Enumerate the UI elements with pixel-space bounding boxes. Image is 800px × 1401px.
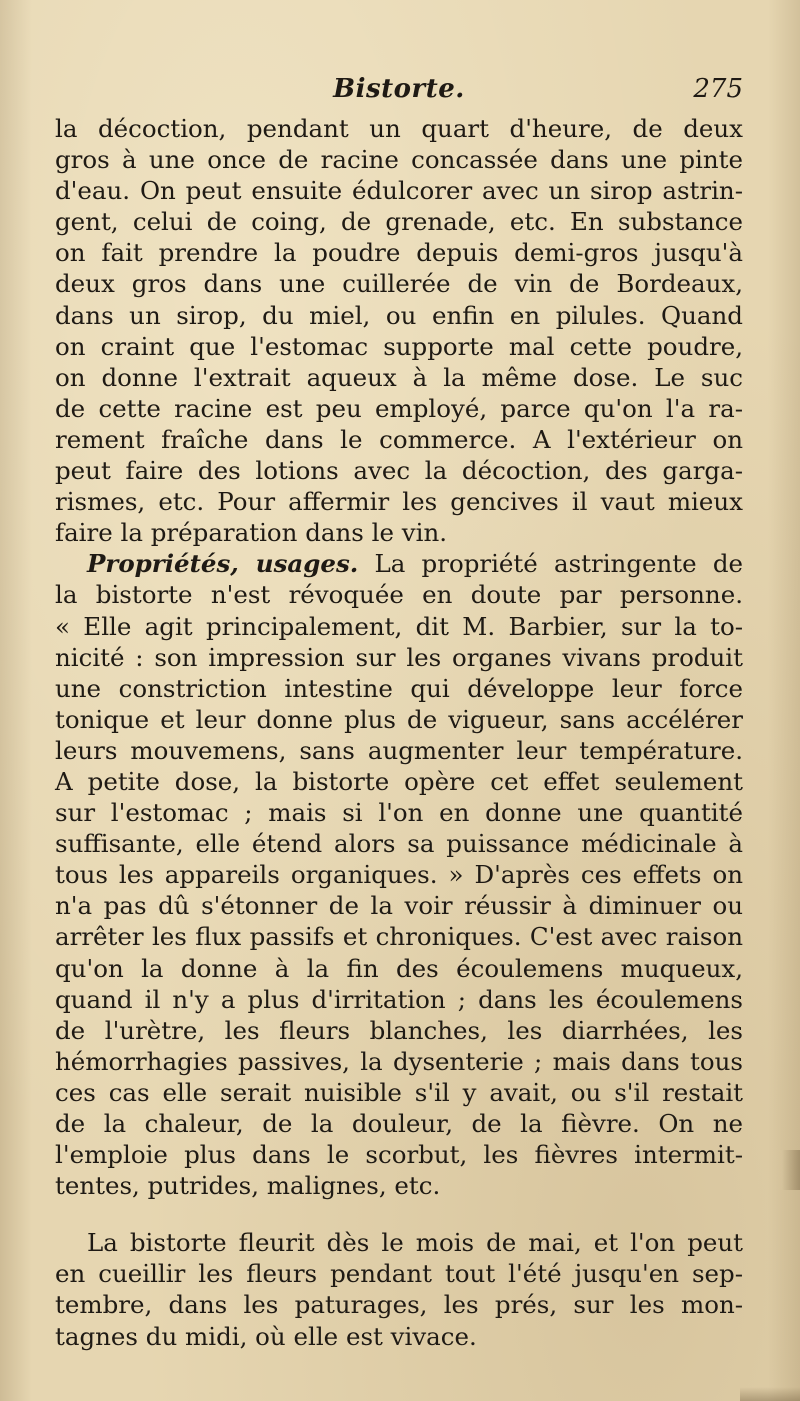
- running-head: [55, 74, 743, 110]
- text-line: gent, celui de coing, de grenade, etc. En substance: [55, 207, 743, 237]
- text-line: leurs mouvemens, sans augmenter leur température.: [55, 735, 743, 765]
- text-line: arrêter les flux passifs et chroniques. C'est avec raison: [55, 922, 743, 952]
- text-line: tous les appareils organiques. » D'après ces effets on: [55, 860, 743, 890]
- text-line: tembre, dans les paturages, les prés, sur les mon-: [55, 1290, 743, 1320]
- text-fragment: La propriété astringente de: [358, 549, 743, 579]
- text-line: hémorrhagies passives, la dysenterie ; mais dans tous: [55, 1046, 743, 1076]
- text-line: tentes, putrides, malignes, etc.: [55, 1171, 441, 1201]
- text-line: de cette racine est peu employé, parce qu'on l'a ra-: [55, 393, 743, 423]
- text-line: la décoction, pendant un quart d'heure, de deux: [55, 114, 743, 143]
- running-title: Bistorte.: [333, 74, 465, 104]
- text-line: deux gros dans une cuillerée de vin de Bordeaux,: [55, 269, 743, 299]
- body-text: [55, 113, 743, 1352]
- text-line: peut faire des lotions avec la décoction, des garga-: [55, 456, 743, 486]
- text-line: une constriction intestine qui développe leur force: [55, 673, 743, 703]
- text-line: tagnes du midi, où elle est vivace.: [55, 1321, 477, 1351]
- text-line: faire la préparation dans le vin.: [55, 518, 448, 548]
- text-line: dans un sirop, du miel, ou enfin en pilules. Quand: [55, 300, 743, 330]
- text-line: on donne l'extrait aqueux à la même dose. Le suc: [55, 362, 743, 392]
- text-line: n'a pas dû s'étonner de la voir réussir à diminuer ou: [55, 891, 743, 921]
- text-line: on fait prendre la poudre depuis demi-gros jusqu'à: [55, 238, 743, 268]
- text-line: en cueillir les fleurs pendant tout l'été jusqu'en sep-: [55, 1259, 743, 1289]
- page-number: 275: [693, 74, 743, 104]
- paragraph-gap: [55, 1201, 743, 1227]
- text-line: on craint que l'estomac supporte mal cette poudre,: [55, 331, 743, 361]
- paragraph-first-line: [55, 548, 743, 579]
- text-line: rement fraîche dans le commerce. A l'extérieur on: [55, 424, 743, 454]
- text-line: de l'urètre, les fleurs blanches, les diarrhées, les: [55, 1015, 743, 1045]
- text-line: rismes, etc. Pour affermir les gencives il vaut mieux: [55, 487, 743, 517]
- text-line: sur l'estomac ; mais si l'on en donne une quantité: [55, 798, 743, 828]
- text-line: de la chaleur, de la douleur, de la fièvre. On ne: [55, 1109, 743, 1138]
- text-line: l'emploie plus dans le scorbut, les fièvres intermit-: [55, 1140, 743, 1170]
- section-lead: Propriétés, usages.: [87, 549, 359, 579]
- text-line: tonique et leur donne plus de vigueur, sans accélérer: [55, 704, 743, 734]
- text-line: quand il n'y a plus d'irritation ; dans les écoulemens: [55, 984, 743, 1014]
- text-line: « Elle agit principalement, dit M. Barbier, sur la to-: [55, 611, 743, 641]
- text-line: gros à une once de racine concassée dans une pinte: [55, 145, 743, 175]
- text-line: qu'on la donne à la fin des écoulemens muqueux,: [55, 953, 743, 983]
- text-line: A petite dose, la bistorte opère cet effet seulement: [55, 766, 743, 796]
- text-line: nicité : son impression sur les organes vivans produit: [55, 642, 743, 672]
- text-line: d'eau. On peut ensuite édulcorer avec un sirop astrin-: [55, 176, 743, 206]
- text-line: ces cas elle serait nuisible s'il y avait, ou s'il restait: [55, 1077, 743, 1107]
- text-line: La bistorte fleurit dès le mois de mai, et l'on peut: [87, 1228, 743, 1258]
- text-line: la bistorte n'est révoquée en doute par personne.: [55, 580, 743, 610]
- page-corner-stain: [740, 1387, 800, 1401]
- page-edge-stain: [782, 1150, 800, 1190]
- text-line: suffisante, elle étend alors sa puissance médicinale à: [55, 829, 743, 859]
